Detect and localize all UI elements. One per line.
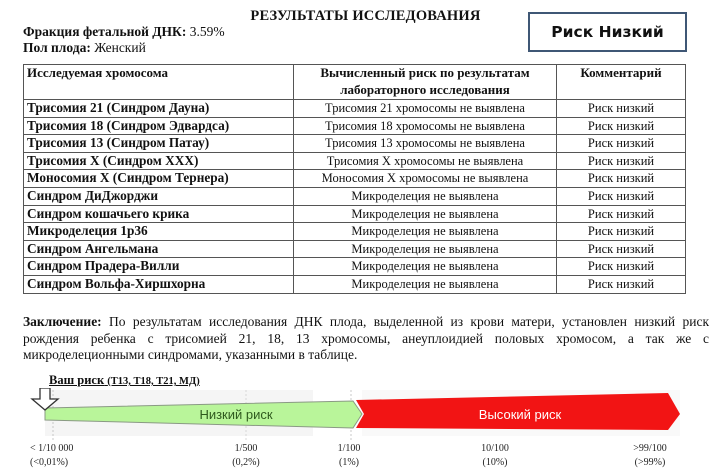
report-title: РЕЗУЛЬТАТЫ ИССЛЕДОВАНИЯ — [250, 8, 481, 24]
comment-cell: Риск низкий — [557, 275, 686, 293]
condition-cell: Трисомия 18 (Синдром Эдвардса) — [24, 117, 294, 135]
fetal-fraction — [23, 24, 225, 40]
result-cell: Микроделеция не выявлена — [294, 240, 557, 258]
table-row — [24, 117, 686, 135]
result-cell: Микроделеция не выявлена — [294, 275, 557, 293]
result-cell: Микроделеция не выявлена — [294, 187, 557, 205]
condition-cell: Синдром кошачьего крика — [24, 205, 294, 223]
fetal-sex-label: Пол плода: — [23, 40, 91, 55]
comment-cell: Риск низкий — [557, 223, 686, 241]
result-cell: Трисомия 21 хромосомы не выявлена — [294, 100, 557, 118]
table-row — [24, 275, 686, 293]
conclusion-label: Заключение: — [23, 314, 102, 329]
table-row — [24, 187, 686, 205]
conclusion — [23, 314, 709, 364]
result-cell: Микроделеция не выявлена — [294, 205, 557, 223]
table-row — [24, 240, 686, 258]
results-table — [23, 64, 686, 294]
result-cell: Микроделеция не выявлена — [294, 258, 557, 276]
comment-cell: Риск низкий — [557, 187, 686, 205]
condition-cell: Трисомия 13 (Синдром Патау) — [24, 135, 294, 153]
table-row — [24, 135, 686, 153]
column-header-chromosome: Исследуемая хромосома — [24, 65, 294, 100]
comment-cell: Риск низкий — [557, 152, 686, 170]
risk-scale-graphic — [0, 388, 721, 440]
tick-label-5: >99/100 (>99%) — [633, 443, 667, 468]
condition-cell: Трисомия Х (Синдром ХХХ) — [24, 152, 294, 170]
condition-cell: Синдром Вольфа-Хиршхорна — [24, 275, 294, 293]
risk-scale — [0, 388, 721, 440]
table-row — [24, 258, 686, 276]
risk-scale-title: Ваш риск (Т13, Т18, Т21, МД) — [49, 373, 200, 387]
result-cell: Моносомия Х хромосомы не выявлена — [294, 170, 557, 188]
condition-cell: Синдром Прадера-Вилли — [24, 258, 294, 276]
condition-cell: Синдром ДиДжорджи — [24, 187, 294, 205]
low-risk-label: Низкий риск — [199, 407, 273, 422]
comment-cell: Риск низкий — [557, 100, 686, 118]
comment-cell: Риск низкий — [557, 205, 686, 223]
table-row — [24, 205, 686, 223]
result-cell: Трисомия 13 хромосомы не выявлена — [294, 135, 557, 153]
table-row — [24, 170, 686, 188]
tick-label-4: 10/100 (10%) — [481, 443, 509, 468]
column-header-comment: Комментарий — [557, 65, 686, 100]
result-cell: Трисомия 18 хромосомы не выявлена — [294, 117, 557, 135]
tick-label-1: < 1/10 000 (<0,01%) — [30, 443, 74, 468]
conclusion-text: По результатам исследования ДНК плода, выделенной из крови матери, установлен низкий риск рождения ребенка с трисомией 21, 18, 13 хромосомы, анеуплоидией половых хромосом, а так же с микроделеционными синдромами, указанными в таблице. — [23, 314, 710, 362]
tick-label-3: 1/100 (1%) — [337, 443, 361, 468]
tick-label-2: 1/500 (0,2%) — [232, 443, 260, 468]
fetal-sex — [23, 40, 146, 56]
comment-cell: Риск низкий — [557, 240, 686, 258]
table-header-row — [24, 65, 686, 100]
condition-cell: Микроделеция 1p36 — [24, 223, 294, 241]
table-row — [24, 100, 686, 118]
fetal-fraction-label: Фракция фетальной ДНК: — [23, 24, 187, 39]
comment-cell: Риск низкий — [557, 170, 686, 188]
comment-cell: Риск низкий — [557, 258, 686, 276]
comment-cell: Риск низкий — [557, 117, 686, 135]
high-risk-label: Высокий риск — [478, 407, 562, 422]
table-row — [24, 223, 686, 241]
result-cell: Микроделеция не выявлена — [294, 223, 557, 241]
risk-badge: Риск Низкий — [528, 12, 687, 52]
fetal-fraction-value: 3.59% — [189, 24, 225, 39]
result-cell: Трисомия Х хромосомы не выявлена — [294, 152, 557, 170]
column-header-calculated-risk: Вычисленный риск по результатам лабораторного исследования — [294, 65, 557, 100]
comment-cell: Риск низкий — [557, 135, 686, 153]
condition-cell: Синдром Ангельмана — [24, 240, 294, 258]
table-row — [24, 152, 686, 170]
condition-cell: Моносомия Х (Синдром Тернера) — [24, 170, 294, 188]
condition-cell: Трисомия 21 (Синдром Дауна) — [24, 100, 294, 118]
fetal-sex-value: Женский — [94, 40, 146, 55]
